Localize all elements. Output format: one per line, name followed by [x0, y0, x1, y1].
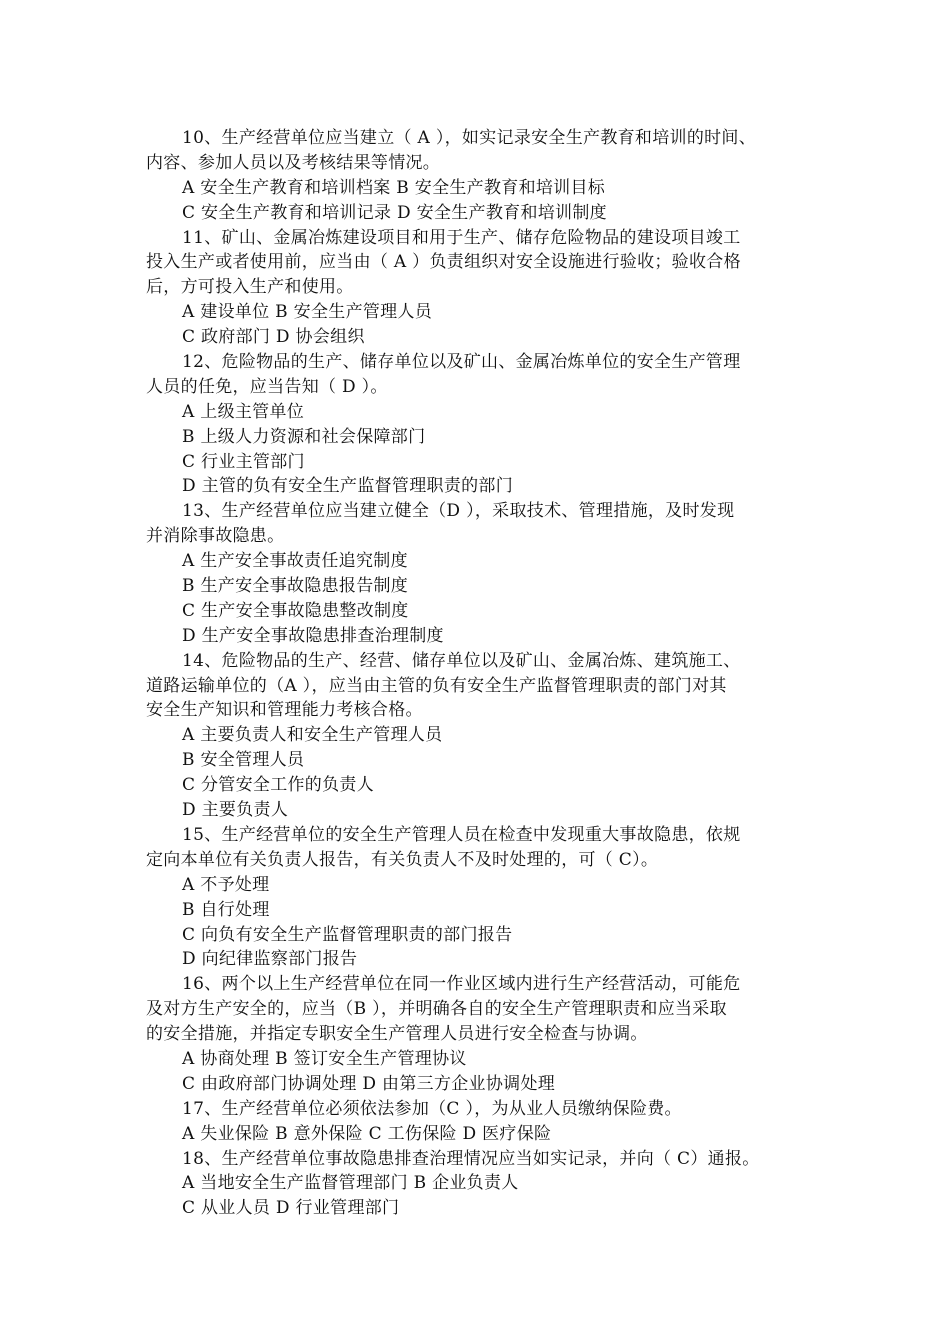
text-line: A 协商处理 B 签订安全生产管理协议: [182, 1048, 467, 1069]
text-line: B 上级人力资源和社会保障部门: [182, 426, 426, 447]
text-line: C 由政府部门协调处理 D 由第三方企业协调处理: [182, 1073, 556, 1094]
text-line: A 主要负责人和安全生产管理人员: [182, 725, 443, 746]
document-body: [146, 126, 836, 1221]
text-line: C 向负有安全生产监督管理职责的部门报告: [182, 924, 513, 945]
text-line: 14、危险物品的生产、经营、储存单位以及矿山、金属冶炼、建筑施工、: [182, 650, 741, 671]
text-line: A 生产安全事故责任追究制度: [182, 551, 408, 572]
text-line: 投入生产或者使用前，应当由（ A ）负责组织对安全设施进行验收；验收合格: [146, 252, 741, 273]
text-line: D 主管的负有安全生产监督管理职责的部门: [182, 476, 514, 497]
text-line: 内容、参加人员以及考核结果等情况。: [146, 152, 441, 173]
text-line: 11、矿山、金属冶炼建设项目和用于生产、储存危险物品的建设项目竣工: [182, 227, 741, 248]
text-line: B 生产安全事故隐患报告制度: [182, 576, 409, 597]
text-line: B 自行处理: [182, 899, 270, 920]
text-line: 人员的任免，应当告知（ D ）。: [146, 376, 388, 397]
text-line: 安全生产知识和管理能力考核合格。: [146, 700, 423, 721]
text-line: C 行业主管部门: [182, 451, 305, 472]
text-line: D 生产安全事故隐患排查治理制度: [182, 625, 444, 646]
text-line: C 政府部门 D 协会组织: [182, 327, 365, 348]
text-line: 并消除事故隐患。: [146, 526, 285, 547]
text-line: A 安全生产教育和培训档案 B 安全生产教育和培训目标: [182, 177, 606, 198]
text-line: B 安全管理人员: [182, 750, 305, 771]
text-line: C 安全生产教育和培训记录 D 安全生产教育和培训制度: [182, 202, 607, 223]
text-line: 18、生产经营单位事故隐患排查治理情况应当如实记录，并向（ C）通报。: [182, 1148, 760, 1169]
text-line: D 向纪律监察部门报告: [182, 949, 358, 970]
text-line: 13、生产经营单位应当建立健全（D ），采取技术、管理措施，及时发现: [182, 501, 735, 522]
text-line: 16、两个以上生产经营单位在同一作业区域内进行生产经营活动，可能危: [182, 974, 741, 995]
text-line: 后，方可投入生产和使用。: [146, 277, 354, 298]
text-line: A 上级主管单位: [182, 401, 305, 422]
text-line: 12、危险物品的生产、储存单位以及矿山、金属冶炼单位的安全生产管理: [182, 352, 741, 373]
text-line: 及对方生产安全的，应当（B ），并明确各自的安全生产管理职责和应当采取: [146, 999, 727, 1020]
text-line: C 分管安全工作的负责人: [182, 775, 375, 796]
text-line: 道路运输单位的（A ），应当由主管的负有安全生产监督管理职责的部门对其: [146, 675, 727, 696]
text-line: 10、生产经营单位应当建立（ A ），如实记录安全生产教育和培训的时间、: [182, 128, 757, 148]
text-line: 的安全措施，并指定专职安全生产管理人员进行安全检查与协调。: [146, 1024, 648, 1045]
text-line: A 不予处理: [182, 874, 270, 895]
text-line: C 从业人员 D 行业管理部门: [182, 1198, 400, 1219]
text-line: 17、生产经营单位必须依法参加（C ），为从业人员缴纳保险费。: [182, 1098, 682, 1119]
text-line: 15、生产经营单位的安全生产管理人员在检查中发现重大事故隐患，依规: [182, 824, 741, 845]
text-line: A 当地安全生产监督管理部门 B 企业负责人: [182, 1173, 519, 1194]
text-line: A 失业保险 B 意外保险 C 工伤保险 D 医疗保险: [182, 1123, 552, 1144]
text-line: A 建设单位 B 安全生产管理人员: [182, 302, 433, 323]
text-line: 定向本单位有关负责人报告，有关负责人不及时处理的，可（ C）。: [146, 849, 659, 870]
text-line: C 生产安全事故隐患整改制度: [182, 600, 409, 621]
text-line: D 主要负责人: [182, 800, 289, 821]
